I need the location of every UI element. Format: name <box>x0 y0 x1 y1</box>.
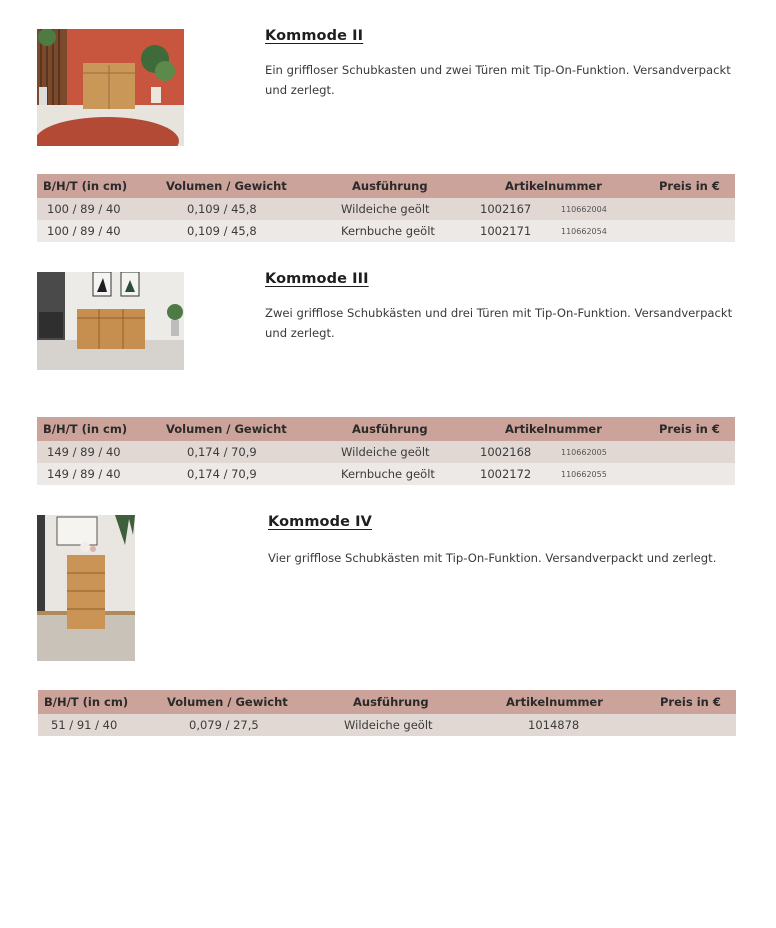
product-description: Ein griffloser Schubkasten und zwei Türen mit Tip-On-Funktion. Versandverpackt und zerlegt. <box>265 63 731 97</box>
table-row <box>37 463 735 485</box>
header-article-number: Artikelnummer <box>506 695 603 709</box>
product-image-kommode-iv <box>37 515 135 661</box>
spec-table <box>38 690 736 736</box>
spec-table <box>37 174 735 242</box>
header-price: Preis in € <box>659 422 720 436</box>
product-description: Vier grifflose Schubkästen mit Tip-On-Funktion. Versandverpackt und zerlegt. <box>268 551 717 565</box>
cell-volume-weight: 0,109 / 45,8 <box>187 202 257 216</box>
header-volume-weight: Volumen / Gewicht <box>166 179 287 193</box>
cell-article-number: 1014878 <box>528 718 580 732</box>
product-title: Kommode III <box>265 271 369 287</box>
product-title: Kommode II <box>265 28 364 44</box>
cell-dimensions: 100 / 89 / 40 <box>47 224 121 238</box>
header-volume-weight: Volumen / Gewicht <box>166 422 287 436</box>
cell-sub-article-number: 110662054 <box>561 227 607 236</box>
header-volume-weight: Volumen / Gewicht <box>167 695 288 709</box>
header-dimensions: B/H/T (in cm) <box>43 179 128 193</box>
table-header <box>37 417 735 441</box>
header-finish: Ausführung <box>353 695 429 709</box>
table-row <box>37 220 735 242</box>
header-price: Preis in € <box>659 179 720 193</box>
cell-sub-article-number: 110662055 <box>561 470 607 479</box>
cell-finish: Wildeiche geölt <box>341 445 430 459</box>
header-price: Preis in € <box>660 695 721 709</box>
header-article-number: Artikelnummer <box>505 422 602 436</box>
cell-article-number: 1002172 <box>480 467 532 481</box>
cell-finish: Kernbuche geölt <box>341 467 435 481</box>
table-header <box>38 690 736 714</box>
product-image-kommode-iii <box>37 272 184 370</box>
table-header <box>37 174 735 198</box>
cell-dimensions: 100 / 89 / 40 <box>47 202 121 216</box>
header-finish: Ausführung <box>352 179 428 193</box>
cell-volume-weight: 0,079 / 27,5 <box>189 718 259 732</box>
header-finish: Ausführung <box>352 422 428 436</box>
cell-volume-weight: 0,174 / 70,9 <box>187 445 257 459</box>
product-description: Zwei grifflose Schubkästen und drei Türen mit Tip-On-Funktion. Versandverpackt und zerlegt. <box>265 306 733 340</box>
cell-sub-article-number: 110662005 <box>561 448 607 457</box>
header-dimensions: B/H/T (in cm) <box>44 695 129 709</box>
cell-article-number: 1002168 <box>480 445 532 459</box>
cell-volume-weight: 0,109 / 45,8 <box>187 224 257 238</box>
cell-sub-article-number: 110662004 <box>561 205 607 214</box>
table-row <box>38 714 736 736</box>
cell-volume-weight: 0,174 / 70,9 <box>187 467 257 481</box>
table-row <box>37 441 735 463</box>
cell-finish: Kernbuche geölt <box>341 224 435 238</box>
cell-article-number: 1002167 <box>480 202 532 216</box>
header-article-number: Artikelnummer <box>505 179 602 193</box>
cell-finish: Wildeiche geölt <box>341 202 430 216</box>
product-title: Kommode IV <box>268 514 373 530</box>
cell-dimensions: 149 / 89 / 40 <box>47 467 121 481</box>
table-row <box>37 198 735 220</box>
spec-table <box>37 417 735 485</box>
cell-finish: Wildeiche geölt <box>344 718 433 732</box>
cell-article-number: 1002171 <box>480 224 532 238</box>
cell-dimensions: 149 / 89 / 40 <box>47 445 121 459</box>
header-dimensions: B/H/T (in cm) <box>43 422 128 436</box>
product-image-kommode-ii <box>37 29 184 146</box>
cell-dimensions: 51 / 91 / 40 <box>51 718 118 732</box>
